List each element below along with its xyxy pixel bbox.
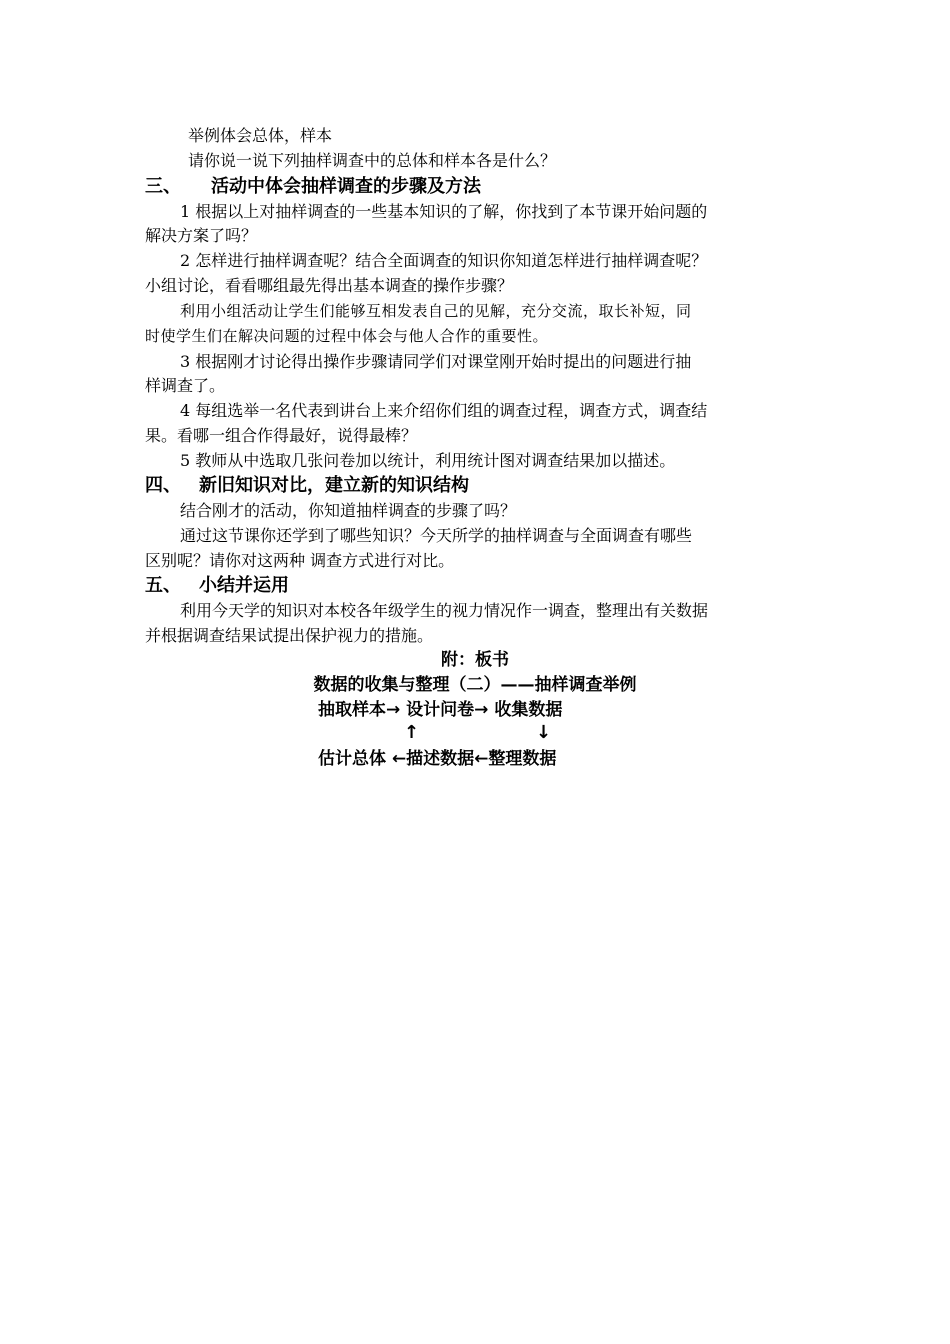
text-line: 2 怎样进行抽样调查呢？结合全面调查的知识你知道怎样进行抽样调查呢？ xyxy=(180,251,708,270)
board-label: 附：板书 xyxy=(441,650,509,670)
section-number: 四、 xyxy=(145,475,181,496)
text-line: 并根据调查结果试提出保护视力的措施。 xyxy=(145,626,434,645)
section-title: 新旧知识对比，建立新的知识结构 xyxy=(199,475,469,496)
section-heading-5 xyxy=(145,574,815,598)
text-line: 果。看哪一组合作得最好，说得最棒？ xyxy=(145,426,418,445)
up-arrow-icon: ↑ xyxy=(404,722,420,743)
text-line: 利用今天学的知识对本校各年级学生的视力情况作一调查，整理出有关数据 xyxy=(180,601,709,620)
board-title: 数据的收集与整理（二）——抽样调查举例 xyxy=(313,675,637,695)
note-line: 时使学生们在解决问题的过程中体会与他人合作的重要性。 xyxy=(145,327,549,345)
text-line: 小组讨论，看看哪组最先得出基本调查的操作步骤？ xyxy=(145,276,514,295)
section-title: 小结并运用 xyxy=(199,575,289,596)
text-line: 举例体会总体，样本 xyxy=(188,126,333,145)
text-line: 4 每组选举一名代表到讲台上来介绍你们组的调查过程，调查方式，调查结 xyxy=(180,401,708,420)
text-line: 3 根据刚才讨论得出操作步骤请同学们对课堂刚开始时提出的问题进行抽 xyxy=(180,352,692,371)
note-line: 利用小组活动让学生们能够互相发表自己的见解，充分交流，取长补短，同 xyxy=(180,302,692,320)
text-line: 请你说一说下列抽样调查中的总体和样本各是什么？ xyxy=(188,151,557,170)
section-heading-3 xyxy=(145,175,815,199)
text-line: 通过这节课你还学到了哪些知识？今天所学的抽样调查与全面调查有哪些 xyxy=(180,526,693,545)
section-heading-4 xyxy=(145,474,815,498)
text-line: 解决方案了吗？ xyxy=(145,226,258,245)
text-line: 区别呢？请你对这两种 调查方式进行对比。 xyxy=(145,551,455,570)
flow-row-bottom: 估计总体 ←描述数据←整理数据 xyxy=(318,749,557,769)
down-arrow-icon: ↓ xyxy=(536,722,552,743)
text-line: 5 教师从中选取几张问卷加以统计，利用统计图对调查结果加以描述。 xyxy=(180,451,676,470)
text-line: 样调查了。 xyxy=(145,376,226,395)
flow-row-top: 抽取样本→ 设计问卷→ 收集数据 xyxy=(318,700,563,720)
section-number: 三、 xyxy=(145,176,181,197)
text-line: 1 根据以上对抽样调查的一些基本知识的了解，你找到了本节课开始问题的 xyxy=(180,202,708,221)
text-line: 结合刚才的活动，你知道抽样调查的步骤了吗？ xyxy=(180,501,517,520)
section-title: 活动中体会抽样调查的步骤及方法 xyxy=(211,176,481,197)
section-number: 五、 xyxy=(145,575,181,596)
